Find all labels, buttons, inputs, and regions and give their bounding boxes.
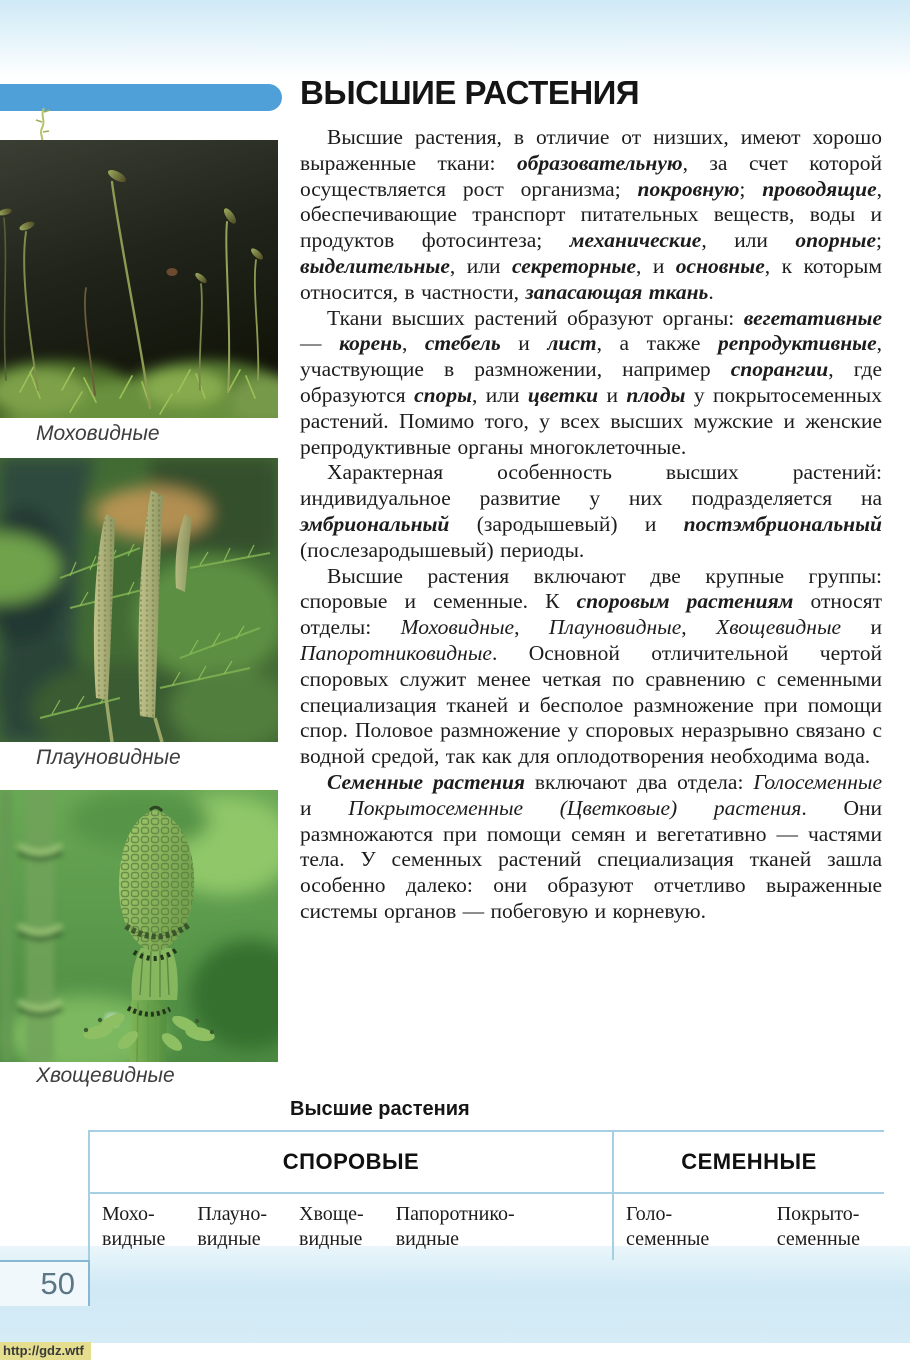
table-header-spore: СПОРОВЫЕ — [90, 1132, 612, 1194]
horsetail-photo — [0, 790, 278, 1062]
page-title: ВЫСШИЕ РАСТЕНИЯ — [300, 74, 640, 111]
table-title: Высшие растения — [290, 1098, 470, 1120]
clubmoss-photo — [0, 458, 278, 742]
table-group-spore — [90, 1132, 614, 1260]
table-item: Покрыто- семенные — [776, 1203, 860, 1250]
classification-table — [88, 1130, 884, 1260]
paragraph: Характерная особенность высших растений: индивидуальное развитие у них подразделяется на эмбриональный (зародышевый) и постэмбриональный (послезародышевый) периоды. — [300, 460, 882, 562]
paragraph: Ткани высших растений образуют органы: вегетативные — корень, стебель и лист, а также репродуктивные, участвующие в размножении, например спорангии, где образуются споры, или цветки и плоды у покрытосеменных растений. Помимо того, у всех высших мужские и женские репродуктивные органы многоклеточные. — [300, 305, 883, 459]
article-paragraphs — [300, 125, 882, 925]
table-item: Плауно- видные — [197, 1203, 267, 1250]
page-top-margin — [0, 0, 910, 78]
photo-caption-mosses: Моховидные — [36, 422, 160, 445]
paragraph: Высшие растения, в отличие от низших, имеют хорошо выраженные ткани: образовательную, за счет которой осуществляется рост организма; покровную; проводящие, обеспечивающие транспорт питательных веществ, воды и продуктов фотосинтеза; механические, или опорные; выделительные, или секреторные, и основные, к которым относится, в частности, запасающая ткань. — [300, 125, 882, 304]
table-item: Голо- семенные — [626, 1203, 710, 1250]
paragraph: Высшие растения включают две крупные группы: споровые и семенные. К споровым растениям относят отделы: Моховидные, Плауновидные, Хвощевидные и Папоротниковидные. Основной отличительной чертой споровых служит менее четкая по сравнению с семенными специализация тканей и бесполое размножение при помощи спор. Половое размножение у споровых неразрывно связано с водной средой, так как для оплодотворения необходима вода. — [300, 563, 883, 769]
page-number: 50 — [0, 1260, 90, 1306]
watermark-url: http://gdz.wtf — [0, 1342, 91, 1360]
table-item: Мохо- видные — [102, 1203, 166, 1250]
page-bottom-margin — [0, 1246, 910, 1343]
table-group-seed — [614, 1132, 884, 1260]
table-items-seed — [614, 1194, 884, 1260]
moss-photo — [0, 140, 278, 418]
table-item: Хвоще- видные — [299, 1203, 364, 1250]
table-header-seed: СЕМЕННЫЕ — [614, 1132, 884, 1194]
table-item: Папоротнико- видные — [395, 1203, 515, 1250]
paragraph: Семенные растения включают два отдела: Голосеменные и Покрытосеменные (Цветковые) растения. Они размножаются при помощи семян и вегетативно — частями тела. У семенных растений специализация тканей зашла особенно далеко: они образуют отчетливо выраженные системы органов — побеговую и корневую. — [300, 769, 882, 923]
photo-caption-horsetails: Хвощевидные — [36, 1064, 175, 1087]
photo-caption-clubmosses: Плауновидные — [36, 746, 181, 769]
table-items-spore — [90, 1194, 612, 1260]
